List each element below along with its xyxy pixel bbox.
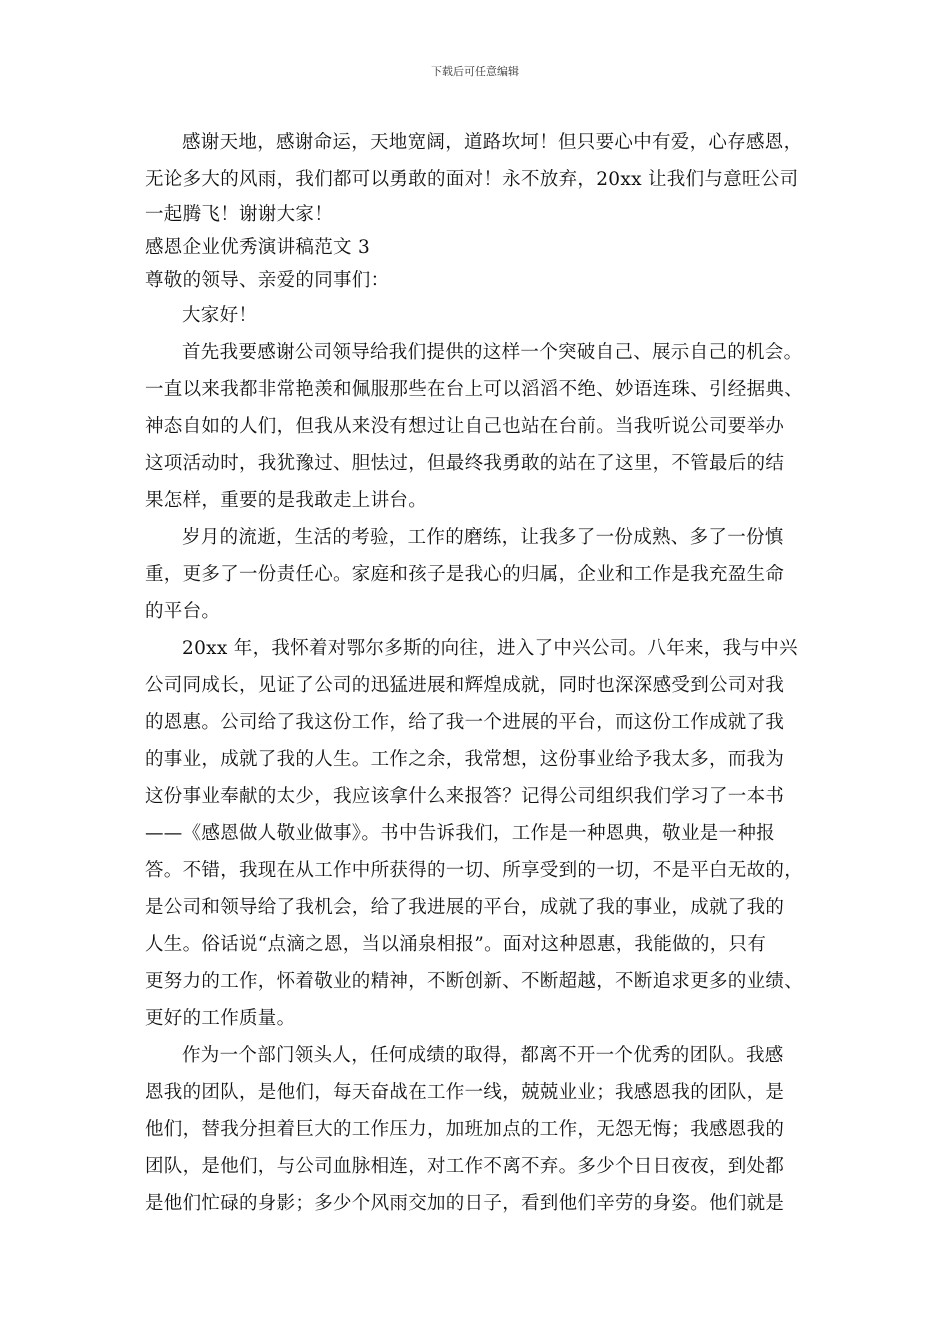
text-line: 的事业，成就了我的人生。工作之余，我常想，这份事业给予我太多，而我为 — [145, 749, 785, 770]
text-line: 人生。俗话说“点滴之恩，当以涌泉相报”。面对这种恩惠，我能做的，只有 — [145, 934, 767, 955]
text-line: 岁月的流逝，生活的考验，工作的磨练，让我多了一份成熟、多了一份慎 — [182, 527, 784, 548]
text-line: 作为一个部门领头人，任何成绩的取得，都离不开一个优秀的团队。我感 — [182, 1045, 784, 1066]
text-line: 恩我的团队，是他们，每天奋战在工作一线，兢兢业业；我感恩我的团队，是 — [145, 1082, 785, 1103]
section-title: 感恩企业优秀演讲稿范文 3 — [145, 237, 371, 258]
text-line: 的平台。 — [145, 601, 221, 622]
page-header: 下载后可任意编辑 — [431, 65, 519, 78]
text-line: 他们，替我分担着巨大的工作压力，加班加点的工作，无怨无悔；我感恩我的 — [145, 1119, 785, 1140]
text-line: 果怎样，重要的是我敢走上讲台。 — [145, 490, 428, 511]
text-line: 公司同成长，见证了公司的迅猛进展和辉煌成就，同时也深深感受到公司对我 — [145, 675, 785, 696]
text-line: 一起腾飞！谢谢大家！ — [145, 204, 334, 225]
text-line: 答。不错，我现在从工作中所获得的一切、所享受到的一切，不是平白无故的， — [145, 860, 804, 881]
text-line: ——《感恩做人敬业做事》。书中告诉我们，工作是一种恩典，敬业是一种报 — [145, 823, 775, 844]
text-line: 首先我要感谢公司领导给我们提供的这样一个突破自己、展示自己的机会。 — [182, 342, 803, 363]
document-body — [145, 124, 825, 1222]
text-line: 感谢天地，感谢命运，天地宽阔，道路坎坷！但只要心中有爱，心存感恩， — [182, 132, 803, 153]
text-line: 是他们忙碌的身影；多少个风雨交加的日子，看到他们辛劳的身姿。他们就是 — [145, 1193, 785, 1214]
text-line: 更努力的工作，怀着敬业的精神，不断创新、不断超越，不断追求更多的业绩、 — [145, 971, 804, 992]
text-line: 这份事业奉献的太少，我应该拿什么来报答？记得公司组织我们学习了一本书 — [145, 786, 785, 807]
text-line: 20xx 年，我怀着对鄂尔多斯的向往，进入了中兴公司。八年来，我与中兴 — [182, 638, 798, 659]
text-line: 的恩惠。公司给了我这份工作，给了我一个进展的平台，而这份工作成就了我 — [145, 712, 785, 733]
text-line: 一直以来我都非常艳羡和佩服那些在台上可以滔滔不绝、妙语连珠、引经据典、 — [145, 379, 804, 400]
text-line: 这项活动时，我犹豫过、胆怯过，但最终我勇敢的站在了这里，不管最后的结 — [145, 453, 785, 474]
text-line: 是公司和领导给了我机会，给了我进展的平台，成就了我的事业，成就了我的 — [145, 897, 785, 918]
text-line: 重，更多了一份责任心。家庭和孩子是我心的归属，企业和工作是我充盈生命 — [145, 564, 785, 585]
text-line: 无论多大的风雨，我们都可以勇敢的面对！永不放弃，20xx 让我们与意旺公司 — [145, 169, 799, 190]
text-line: 更好的工作质量。 — [145, 1008, 296, 1029]
text-line: 团队，是他们，与公司血脉相连，对工作不离不弃。多少个日日夜夜，到处都 — [145, 1156, 785, 1177]
salutation: 尊敬的领导、亲爱的同事们： — [145, 270, 390, 291]
greeting: 大家好！ — [182, 305, 258, 326]
text-line: 神态自如的人们，但我从来没有想过让自己也站在台前。当我听说公司要举办 — [145, 416, 785, 437]
